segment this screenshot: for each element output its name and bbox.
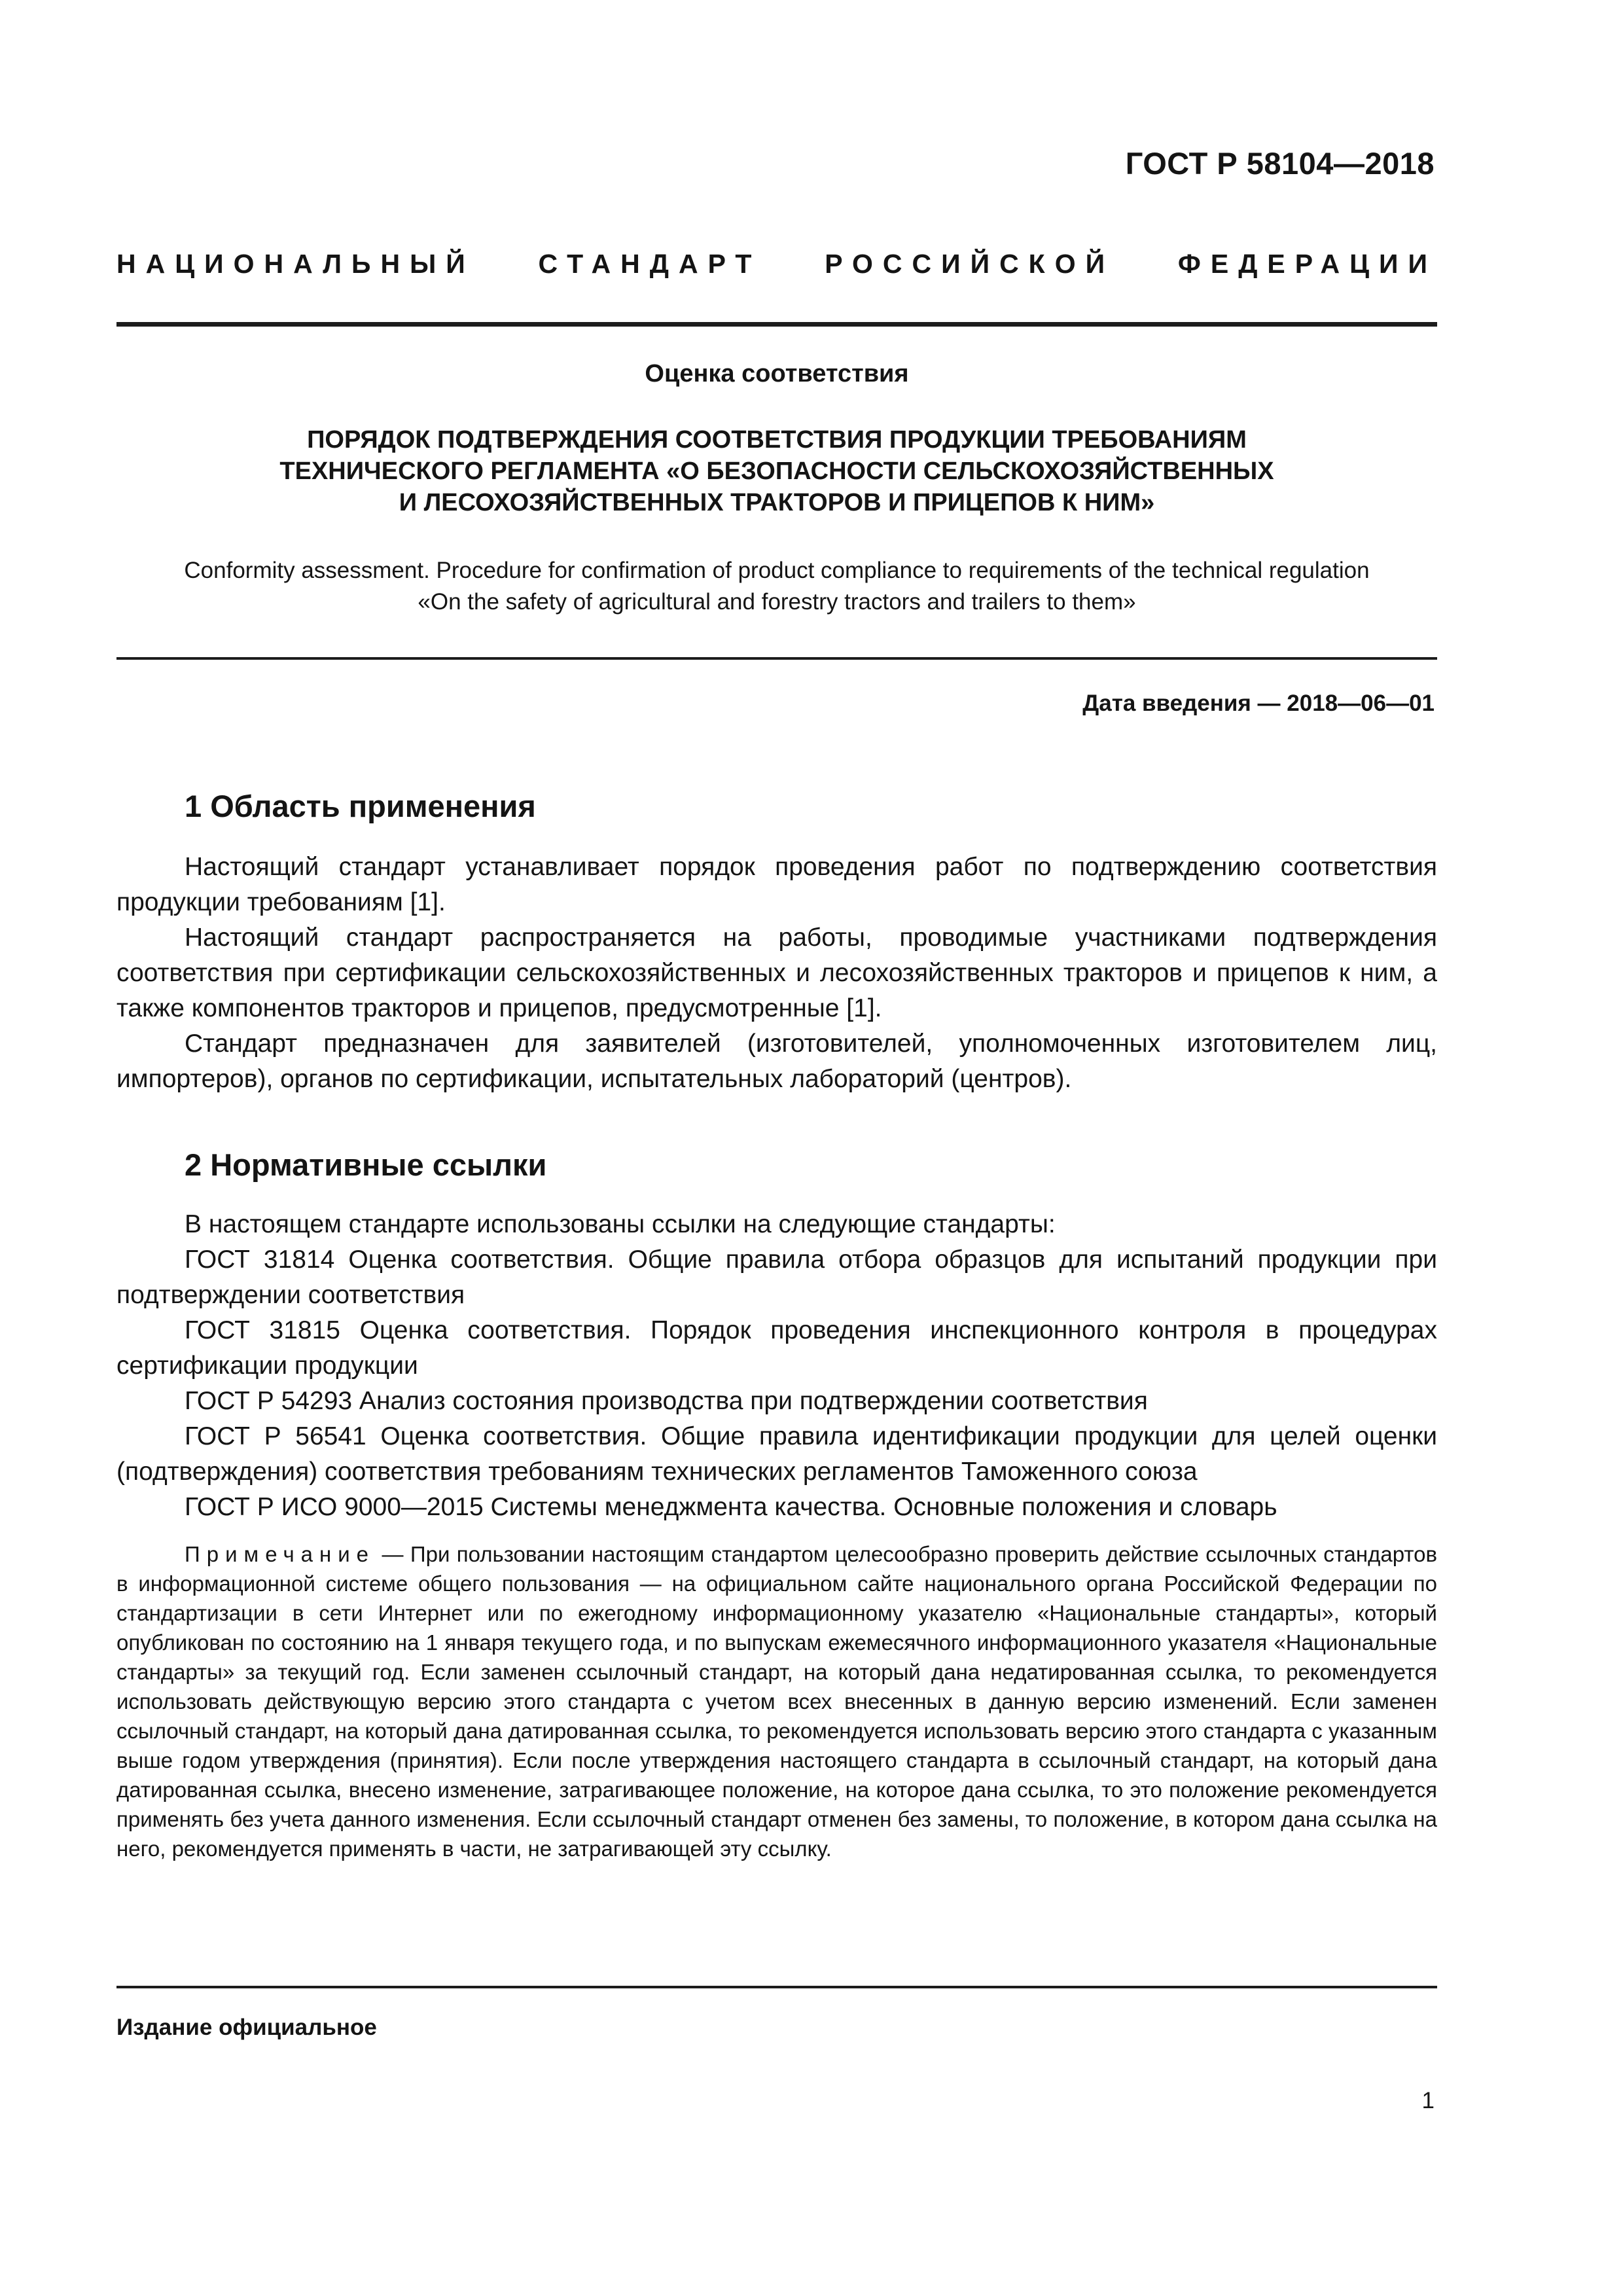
- reference-item: ГОСТ Р 54293 Анализ состояния производства при подтверждении соответствия: [185, 1387, 1148, 1415]
- section-1-paragraph: Настоящий стандарт распространяется на работы, проводимые участниками подтверждения соответствия при сертификации сельскохозяйственных и лесохозяйственных тракторов и прицепов к ним, а также компонентов тракторов и прицепов, предусмотренные [1].: [116, 924, 1437, 1022]
- header-divider: [116, 322, 1437, 327]
- introduction-date: Дата введения — 2018—06—01: [1082, 691, 1435, 716]
- gost-code: ГОСТ Р 58104—2018: [1125, 146, 1435, 181]
- title-ru-line-1: ПОРЯДОК ПОДТВЕРЖДЕНИЯ СООТВЕТСТВИЯ ПРОДУКЦИИ ТРЕБОВАНИЯМ: [307, 426, 1247, 454]
- section-1-body: [116, 850, 1437, 1097]
- title-en-line-1: Conformity assessment. Procedure for confirmation of product compliance to requirements of the technical regulation: [184, 558, 1370, 583]
- note-text: — При пользовании настоящим стандартом целесообразно проверить действие ссылочных стандартов в информационной системе общего пользования — на официальном сайте национального органа Российской Федерации по стандартизации в сети Интернет или по ежегодному информационному указателю «Национальные стандарты», который опубликован по состоянию на 1 января текущего года, и по выпускам ежемесячного информационного указателя «Национальные стандарты» за текущий год. Если заменен ссылочный стандарт, на который дана недатированная ссылка, то рекомендуется использовать действующую версию этого стандарта с учетом всех внесенных в данную версию изменений. Если заменен ссылочный стандарт, на который дана датированная ссылка, то рекомендуется использовать версию этого стандарта с указанным выше годом утверждения (принятия). Если после утверждения настоящего стандарта в ссылочный стандарт, на который дана датированная ссылка, внесено изменение, затрагивающее положение, на которое дана ссылка, то это положение рекомендуется применять без учета данного изменения. Если ссылочный стандарт отменен без замены, то положение, в котором дана ссылка на него, рекомендуется применять в части, не затрагивающей эту ссылку.: [116, 1542, 1437, 1861]
- official-edition-label: Издание официальное: [116, 2015, 377, 2040]
- document-title-en: [116, 555, 1437, 618]
- reference-item: ГОСТ Р 56541 Оценка соответствия. Общие правила идентификации продукции для целей оценки (подтверждения) соответствия требованиям технических регламентов Таможенного союза: [116, 1422, 1437, 1486]
- section-2-body: [116, 1207, 1437, 1525]
- reference-item: ГОСТ 31814 Оценка соответствия. Общие правила отбора образцов для испытаний продукции при подтверждении соответствия: [116, 1246, 1437, 1309]
- standard-category: Оценка соответствия: [645, 360, 909, 387]
- footer-divider: [116, 1986, 1437, 1988]
- title-divider: [116, 657, 1437, 660]
- section-2-intro: В настоящем стандарте использованы ссылки на следующие стандарты:: [185, 1210, 1056, 1238]
- reference-note: [116, 1539, 1437, 1863]
- title-ru-line-2: ТЕХНИЧЕСКОГО РЕГЛАМЕНТА «О БЕЗОПАСНОСТИ СЕЛЬСКОХОЗЯЙСТВЕННЫХ: [279, 457, 1274, 485]
- section-2-heading: 2 Нормативные ссылки: [185, 1147, 547, 1182]
- document-title-ru: [116, 424, 1437, 518]
- section-1-paragraph: Стандарт предназначен для заявителей (изготовителей, уполномоченных изготовителем лиц, импортеров), органов по сертификации, испытательных лабораторий (центров).: [116, 1030, 1437, 1093]
- page-number: 1: [1421, 2088, 1435, 2113]
- title-en-line-2: «On the safety of agricultural and forestry tractors and trailers to them»: [418, 589, 1136, 615]
- title-ru-line-3: И ЛЕСОХОЗЯЙСТВЕННЫХ ТРАКТОРОВ И ПРИЦЕПОВ К НИМ»: [399, 489, 1155, 516]
- section-1-heading: 1 Область применения: [185, 789, 536, 823]
- section-1-paragraph: Настоящий стандарт устанавливает порядок проведения работ по подтверждению соответствия продукции требованиям [1].: [116, 853, 1437, 916]
- note-label: Примечание: [185, 1542, 376, 1566]
- reference-item: ГОСТ 31815 Оценка соответствия. Порядок проведения инспекционного контроля в процедурах сертификации продукции: [116, 1316, 1437, 1380]
- national-standard-header: НАЦИОНАЛЬНЫЙ СТАНДАРТ РОССИЙСКОЙ ФЕДЕРАЦИИ: [116, 249, 1437, 279]
- reference-item: ГОСТ Р ИСО 9000—2015 Системы менеджмента качества. Основные положения и словарь: [185, 1493, 1277, 1521]
